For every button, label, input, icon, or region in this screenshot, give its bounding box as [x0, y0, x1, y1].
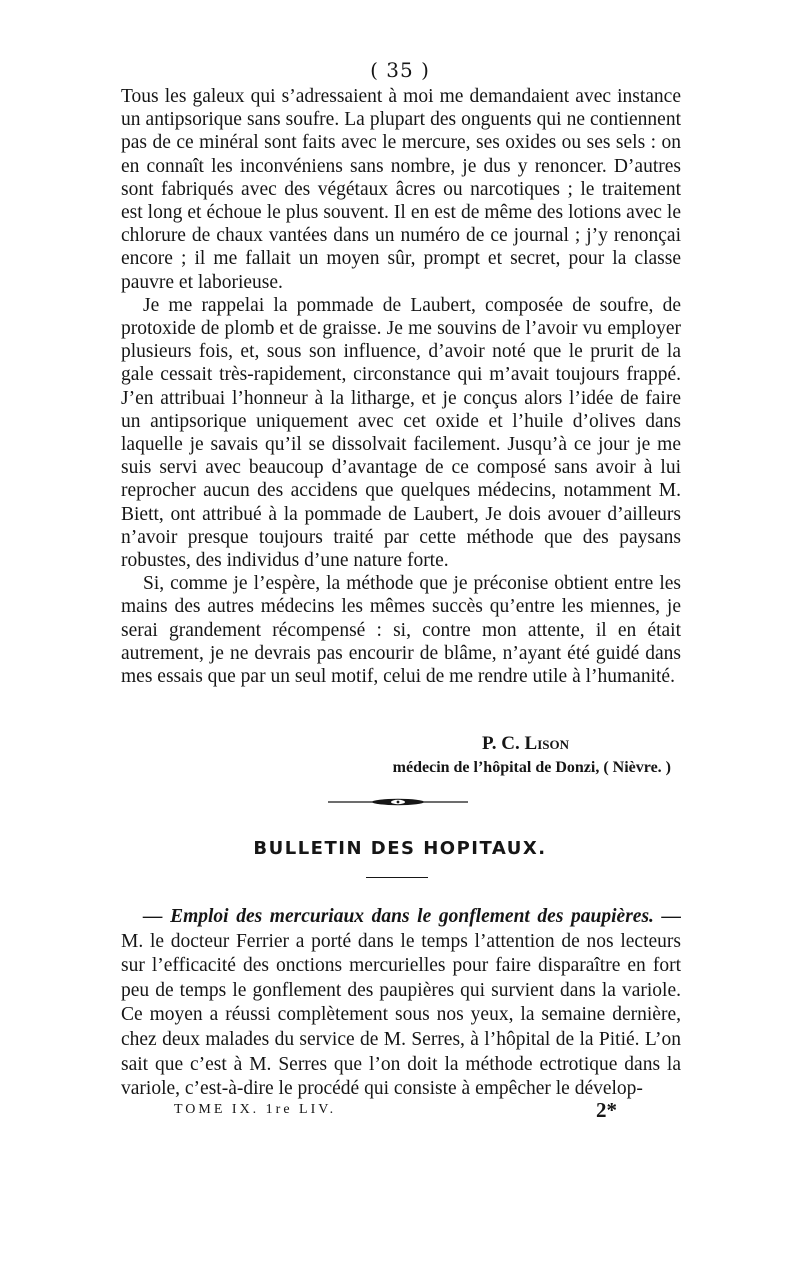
section-title: BULLETIN DES HOPITAUX. [253, 838, 547, 859]
author-surname: Lison [524, 733, 569, 754]
paragraph: Je me rappelai la pommade de Laubert, composée de soufre, de protoxide de plomb et de graisse. Je me souvins de l’avoir vu employer plusieurs fois, et, sous son influence, d’avoir noté que le prurit de la gale cessait très-rapidement, circonstance qui m’avait toujours frappé. J’en attribuai l’honneur à la litharge, et je conçus alors l’idée de faire un antipsorique uniquement avec cet oxide et l’huile d’olives dans laquelle je savais qu’il se dissolvait facilement. Jusqu’à ce jour je me suis servi avec beaucoup d’avantage de ce composé sans avoir à lui reprocher aucun des accidens que quelques médecins, notamment M. Biett, ont attribué à la pommade de Laubert, Je dois avouer d’ailleurs n’avoir presque toujours traité par cette méthode que des paysans robustes, des individus d’une nature forte. [121, 294, 681, 572]
title-underline-rule [366, 877, 428, 878]
paragraph: Tous les galeux qui s’adressaient à moi me demandaient avec instance un antipsorique sans soufre. La plupart des onguents qui ne contiennent pas de ce minéral sont faits avec le mercure, ses oxides ou ses sels : on en connaît les inconvéniens sans nombre, je dus y renoncer. D’autres sont fabriqués avec des végétaux âcres ou narcotiques ; le traitement est long et échoue le plus souvent. Il en est de même des lotions avec le chlorure de chaux vantées dans un numéro de ce journal ; j’y renonçai encore ; il me fallait un moyen sûr, prompt et secret, pour la classe pauvre et laborieuse. [121, 86, 681, 293]
author-affiliation: médecin de l’hôpital de Donzi, ( Nièvre. ) [392, 759, 671, 776]
author-signature [121, 732, 681, 780]
printer-signature-mark: TOME IX. 1re LIV. [174, 1102, 337, 1117]
page-number: ( 35 ) [370, 58, 430, 82]
sheet-number: 2* [596, 1098, 617, 1122]
section-divider-ornament [328, 795, 468, 809]
paragraph: Si, comme je l’espère, la méthode que je préconise obtient entre les mains des autres médecins les mêmes succès qu’entre les miennes, je serai grandement récompensé : si, contre mon attente, il en était autrement, je ne devrais pas encourir de blâme, n’ayant été guidé dans mes essais que par un seul motif, celui de me rendre utile à l’humanité. [121, 573, 681, 688]
article-body: M. le docteur Ferrier a porté dans le temps l’attention de nos lecteurs sur l’efficacité des onctions mercurielles pour faire disparaître en fort peu de temps le gonflement des paupières qui survient dans la variole. Ce moyen a réussi complètement sous nos yeux, la semaine dernière, chez deux malades du service de M. Serres, à l’hôpital de la Pitié. L’on sait que c’est à M. Serres que l’on doit la méthode ectrotique dans la variole, c’est-à-dire le procédé qui consiste à empêcher le dévelop- [121, 930, 681, 1100]
author-initials: P. C. [481, 733, 520, 754]
article-heading: — Emploi des mercuriaux dans le gonflement des paupières. — [143, 906, 681, 927]
page-footer [0, 1098, 800, 1132]
article-paragraph [121, 905, 681, 1102]
article-continued-body [121, 85, 681, 688]
author-name [121, 732, 681, 756]
bulletin-article [121, 905, 681, 1102]
